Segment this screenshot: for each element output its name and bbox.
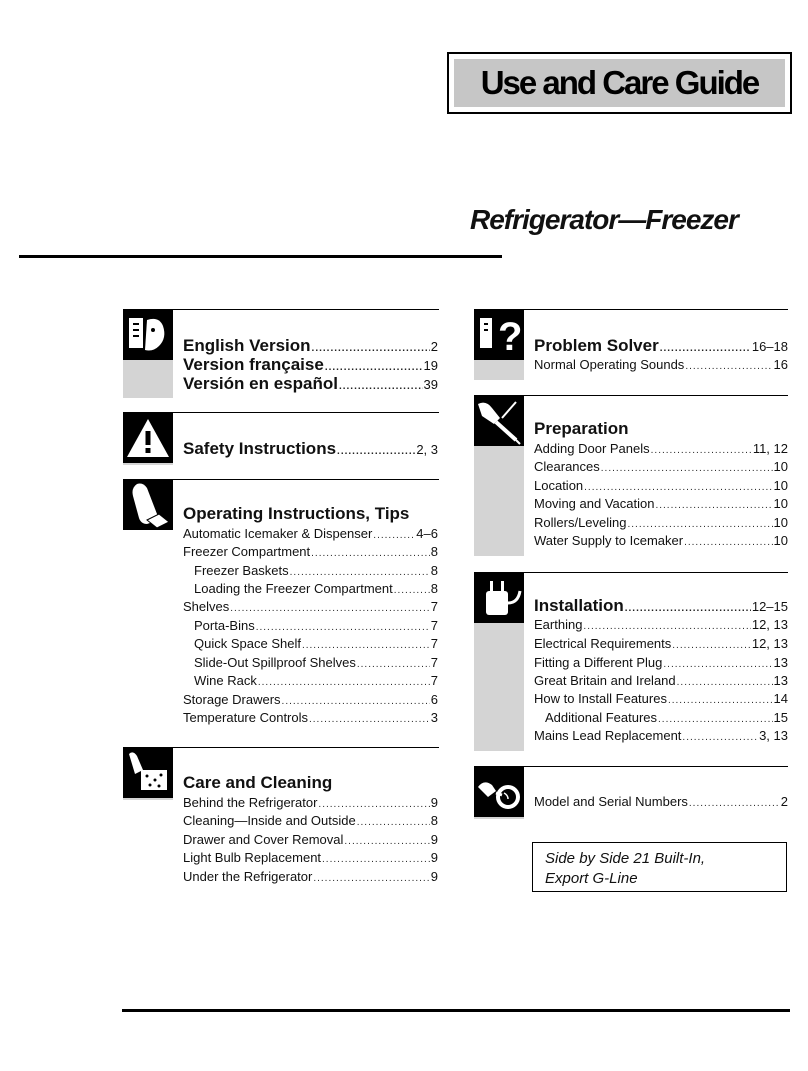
safety-icon-column <box>123 413 173 465</box>
toc-entry[interactable] <box>183 336 438 356</box>
toc-page: 10 <box>773 478 788 493</box>
document-subtitle: Refrigerator—Freezer <box>470 204 738 235</box>
toc-entry[interactable] <box>534 728 788 743</box>
pressing-hand-icon <box>123 480 173 530</box>
toc-page: 9 <box>430 850 438 865</box>
toc-entry[interactable] <box>534 478 788 493</box>
toc-entry[interactable] <box>534 496 788 511</box>
toc-page: 7 <box>430 673 438 688</box>
toc-entry[interactable] <box>194 655 438 670</box>
toc-page: 14 <box>773 691 788 706</box>
toc-entry[interactable] <box>183 869 438 884</box>
toc-entry[interactable] <box>194 563 438 578</box>
toc-label: Freezer Compartment <box>183 544 311 559</box>
toc-page: 4–6 <box>416 526 438 541</box>
toc-label: Rollers/Leveling <box>534 515 627 530</box>
toc-label: Loading the Freezer Compartment <box>194 581 393 596</box>
toc-label: Safety Instructions <box>183 439 337 458</box>
toc-entry[interactable] <box>183 439 438 459</box>
toc-page: 19 <box>423 358 438 373</box>
toc-page: 7 <box>430 655 438 670</box>
toc-page: 12, 13 <box>751 617 788 632</box>
toc-entry[interactable] <box>534 636 788 651</box>
toc-page: 11, 12 <box>752 441 788 456</box>
section-heading: Operating Instructions, Tips <box>183 504 410 523</box>
toc-label: Slide-Out Spillproof Shelves <box>194 655 356 670</box>
toc-page: 15 <box>773 710 788 725</box>
toc-entry[interactable] <box>183 544 438 559</box>
toc-page: 2 <box>430 339 438 354</box>
toc-label: Light Bulb Replacement <box>183 850 322 865</box>
toc-entry[interactable] <box>183 599 438 614</box>
title-box <box>447 52 792 114</box>
toc-page: 2, 3 <box>416 442 438 457</box>
toc-label: Additional Features <box>545 710 658 725</box>
toc-label: Normal Operating Sounds <box>534 357 685 372</box>
toc-label: Automatic Icemaker & Dispenser <box>183 526 373 541</box>
toc-page: 7 <box>430 636 438 651</box>
toc-page: 10 <box>773 496 788 511</box>
toc-entry[interactable] <box>183 813 438 828</box>
toc-label: Model and Serial Numbers <box>534 794 688 809</box>
toc-page: 12, 13 <box>751 636 788 651</box>
toc-label: Earthing <box>534 617 583 632</box>
model-line-1: Side by Side 21 Built-In, <box>545 850 706 867</box>
toc-label: Versión en español <box>183 374 338 393</box>
document-title: Use and Care Guide <box>454 59 785 107</box>
toc-page: 3 <box>430 710 438 725</box>
toc-entry[interactable] <box>194 581 438 596</box>
toc-page: 12–15 <box>751 599 788 614</box>
toc-label: Great Britain and Ireland <box>534 673 676 688</box>
toc-entry[interactable] <box>183 374 438 394</box>
toc-page: 8 <box>430 563 438 578</box>
magnifier-icon <box>474 767 524 817</box>
toc-label: Cleaning—Inside and Outside <box>183 813 356 828</box>
toc-page: 8 <box>430 813 438 828</box>
svg-text:?: ? <box>498 315 523 359</box>
section-heading: Care and Cleaning <box>183 773 333 792</box>
plug-icon <box>474 573 524 623</box>
toc-entry[interactable] <box>545 710 788 725</box>
toc-entry[interactable] <box>183 692 438 707</box>
toc-entry[interactable] <box>194 636 438 651</box>
serial-icon-column <box>474 767 524 819</box>
toc-entry[interactable] <box>183 850 438 865</box>
installation-icon-column <box>474 573 524 751</box>
toc-page: 8 <box>430 581 438 596</box>
toc-entry[interactable] <box>534 515 788 530</box>
warning-icon <box>123 413 173 463</box>
toc-entry[interactable] <box>534 691 788 706</box>
toc-label: Behind the Refrigerator <box>183 795 318 810</box>
toc-label: Moving and Vacation <box>534 496 655 511</box>
toc-page: 10 <box>773 515 788 530</box>
operating-icon-column <box>123 480 173 530</box>
toc-entry[interactable] <box>534 357 788 372</box>
toc-label: Version française <box>183 355 324 374</box>
toc-entry[interactable] <box>194 673 438 688</box>
toc-page: 8 <box>430 544 438 559</box>
toc-entry[interactable] <box>183 710 438 725</box>
toc-entry[interactable] <box>534 336 788 356</box>
toc-entry[interactable] <box>183 355 438 375</box>
toc-page: 7 <box>430 599 438 614</box>
model-line-2: Export G-Line <box>545 870 638 887</box>
bottom-divider <box>122 1009 790 1012</box>
toc-label: Clearances <box>534 459 600 474</box>
toc-label: Fitting a Different Plug <box>534 655 663 670</box>
toc-label: Temperature Controls <box>183 710 308 725</box>
toc-label: Shelves <box>183 599 230 614</box>
toc-label: Wine Rack <box>194 673 257 688</box>
toc-entry[interactable] <box>534 533 788 548</box>
toc-page: 13 <box>773 673 788 688</box>
toc-page: 9 <box>430 832 438 847</box>
toc-page: 10 <box>773 533 788 548</box>
sponge-hand-icon <box>123 748 173 798</box>
toc-page: 13 <box>773 655 788 670</box>
toc-label: How to Install Features <box>534 691 667 706</box>
toc-page: 2 <box>780 794 788 809</box>
toc-label: English Version <box>183 336 311 355</box>
toc-entry[interactable] <box>183 832 438 847</box>
toc-page: 39 <box>423 377 438 392</box>
toc-label: Quick Space Shelf <box>194 636 301 651</box>
care-icon-column <box>123 748 173 800</box>
toc-page: 3, 13 <box>759 728 788 743</box>
toc-page: 10 <box>773 459 788 474</box>
toc-label: Porta-Bins <box>194 618 255 633</box>
toc-entry[interactable] <box>534 794 788 809</box>
toc-label: Drawer and Cover Removal <box>183 832 344 847</box>
toc-label: Installation <box>534 596 624 615</box>
toc-page: 16 <box>773 357 788 372</box>
toc-page: 16–18 <box>751 339 788 354</box>
toc-page: 7 <box>430 618 438 633</box>
model-box <box>532 842 787 892</box>
toc-entry[interactable] <box>534 459 788 474</box>
toc-entry[interactable] <box>183 795 438 810</box>
reading-person-icon <box>123 310 173 360</box>
toc-label: Mains Lead Replacement <box>534 728 682 743</box>
toc-entry[interactable] <box>194 618 438 633</box>
toc-page: 9 <box>430 795 438 810</box>
toc-label: Problem Solver <box>534 336 659 355</box>
toc-label: Location <box>534 478 584 493</box>
languages-icon-column <box>123 310 173 398</box>
section-heading: Preparation <box>534 419 629 438</box>
toc-entry[interactable] <box>183 526 438 541</box>
toc-entry[interactable] <box>534 596 788 616</box>
preparation-icon-column <box>474 396 524 556</box>
toc-label: Electrical Requirements <box>534 636 672 651</box>
toc-entry[interactable] <box>534 655 788 670</box>
toc-page: 6 <box>430 692 438 707</box>
toc-entry[interactable] <box>534 441 788 456</box>
toc-label: Adding Door Panels <box>534 441 650 456</box>
screwdriver-icon <box>474 396 524 446</box>
toc-label: Freezer Baskets <box>194 563 289 578</box>
toc-entry[interactable] <box>534 617 788 632</box>
top-divider <box>19 255 502 258</box>
problem-icon-column <box>474 310 524 380</box>
question-person-icon <box>474 310 524 360</box>
toc-label: Under the Refrigerator <box>183 869 313 884</box>
toc-page: 9 <box>430 869 438 884</box>
toc-label: Water Supply to Icemaker <box>534 533 684 548</box>
toc-entry[interactable] <box>534 673 788 688</box>
toc-label: Storage Drawers <box>183 692 281 707</box>
